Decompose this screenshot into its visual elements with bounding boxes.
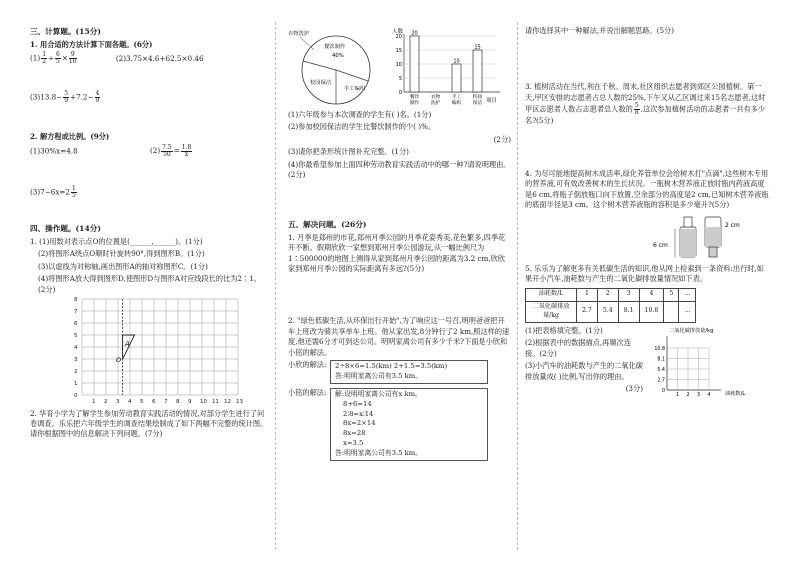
solution-label: 小欣的解法: [288,360,327,370]
x-tick-label: 校园 [472,95,483,100]
x-tick-label: 餐饮 [409,95,420,100]
grid-x-label: 3 [116,399,120,406]
grid-x-label: 13 [236,399,243,406]
column-right [525,26,770,402]
y-tick-label: 10.8 [654,346,665,352]
question: (4)将图形A放大得到图形D,使图形D与图形A对应线段长的比为2∶1。(2分) [38,274,261,294]
x-tick-label: 4 [707,392,711,398]
problem-2: 2. "绿色低碳生活,从环保出行开始",为了响应这一号召,明明爸爸把开车上班改为骑共享单车上班。他从家出发,8分钟行了2 km,照这样的速度,他还需6分才可到达公司。明明家离公司有多少千米?下面是小欣和小铭的解法。 [288,316,510,357]
y-tick-label: 5 [398,76,402,82]
grid-x-label: 1 [92,399,96,406]
question: (3)请你把条形统计图补充完整。(1分) [288,147,409,157]
y-tick-label: 5.4 [657,367,665,373]
grid-x-label: 9 [188,399,192,406]
solution-line: 2∶8=x∶14 [343,409,374,418]
bar-data-label: 10 [453,58,460,65]
section-title: 三、计算题。(15分) [30,27,101,36]
y-tick-label: 20 [395,34,402,40]
question: (2)将图形A绕点O顺时针旋转90°,得到图形B。(1分) [38,249,205,259]
calc-item: (1) $\frac{1}{2}$ ÷ $\frac{6}{5}$ × $\frac{9}{10}$ (2)3.75×4.6+62.5×0.46 [30,51,204,66]
solution-line: 解:设明明家离公司有x km。 [335,389,422,398]
pie-label-clean: 校园保洁 [310,80,332,86]
pie-chart [288,26,384,110]
x-tick-label: 保洁 [472,101,483,106]
y-tick-label: 10 [395,62,402,68]
pie-label-cook: 餐饮制作 [324,44,346,50]
coordinate-grid [70,297,270,405]
grid-y-label: 5 [74,333,78,340]
question: (1)六年级参与本次调查的学生有( )名。(1分) [288,110,432,119]
solution-line: 2÷8×6=1.5(km) 2+1.5=3.5(km) [335,362,448,371]
points: (2分) [493,134,511,144]
y-tick-label: 8.1 [657,357,665,363]
label: (1) [30,53,41,63]
question: 2. 解方程或比例。(9分) [30,132,110,142]
equation-3: (3)7−6x=2 $\frac{1}{5}$ [30,184,76,199]
grid-x-label: 5 [140,399,144,406]
grid-y-label: 6 [74,321,78,328]
bar [452,64,461,92]
grid-y-label: 8 [74,297,78,304]
problem-1: 1. 月季是郑州的市花,郑州月季公园的月季花姿秀美,花色繁多,四季花开不断。假期欣欣一家想到郑州月季公园游玩,从一幅比例尺为1∶500000的地图上测得从家到郑州月季公园的距离为3.2 cm,欣欣家到郑州月季公园的实际距离有多远?(5分) [288,232,506,273]
bar [473,50,482,92]
question: (2)参加校园保洁的学生比餐饮制作的少( )%。 [288,122,436,132]
graph-xlabel: 油耗数/L [725,390,746,397]
column-left [30,26,268,442]
pie-pct-cook: 40% [332,53,344,59]
bottle-height-2: 2 cm [725,221,740,229]
point-o-label: O [116,356,122,365]
problem-4: 4. 为尽可能地提高树木成活率,绿化养管单位会给树木打"点滴",这些树木专用的营养液,可有效改善树木的生长状况。一瓶树木营养液正放时瓶内药液高度是6 cm,将瓶子倒放瓶口向下放置,空余部分的高度是2 cm,已知树木营养液瓶的底面半径是3 cm。这个树木营养液瓶的容积是多少毫升?(5分) [525,168,769,210]
line-graph-grid [643,326,763,402]
question: (3)以虚线为对称轴,画出图形A的轴对称图形C。(1分) [38,261,208,271]
grid-y-label: 2 [74,369,78,376]
grid-y-label: 0 [74,393,78,400]
column-middle [288,26,511,461]
x-tick-label: 编织 [451,101,462,106]
equation-row [30,145,268,158]
shape-a-label: A [125,340,130,349]
solution-label: 小铭的解法: [288,387,327,397]
x-tick-label: 洗护 [430,101,441,106]
equation-2: (2) $\frac{7.5}{50}$ = $\frac{1.8}{x}$ [149,143,192,158]
problem-5: 5. 乐乐为了解更多有关低碳生活的知识,他从网上检索到一条资料:出行时,如果开小汽车,油耗数与产生的二氧化碳排放量情况如下表。 [525,263,764,284]
grid-y-label: 7 [74,309,78,316]
question: (1)把表格填完整。(1分) [525,325,603,335]
solution-line: 8x=28 [343,429,366,438]
bar-chart [390,26,508,110]
data-table: 油耗数/L 1 2 3 4 5 … 二氧化碳排放量/kg 2.7 5.4 8.1 10.8 … [525,288,696,323]
column-divider [517,22,518,550]
grid-x-label: 8 [176,399,180,406]
y-tick-label: 0 [398,90,402,96]
grid-x-label: 4 [128,399,132,406]
question: (3)小汽车的油耗数与产生的二氧化碳排放量成( )比例,写出你的理由。 [525,361,643,381]
grid-y-label: 3 [74,357,78,364]
grid-x-label: 11 [212,399,219,406]
column-divider [275,22,276,550]
question: 1. (1)用数对表示点O的位置是(______,______)。(1分) [30,236,203,246]
y-tick-label: 2.7 [657,378,665,384]
fraction: $\frac{9}{10}$ [68,51,77,66]
fraction: $\frac{1}{2}$ [42,51,47,66]
grid-x-label: 7 [164,399,168,406]
table-header: 二氧化碳排放量/kg [526,301,577,322]
section-title: 五、解决问题。(26分) [288,219,367,229]
y-tick-label: 0 [661,388,665,394]
section-title: 四、操作题。(14分) [30,223,101,233]
x-tick-label: 制作 [409,101,420,106]
y-tick-label: 15 [395,48,402,54]
solution-line: 答:明明家离公司有3.5 km。 [335,371,422,380]
question: (4)你最希望参加上面四种劳动教育实践活动中的哪一种?请说明理由。(2分) [288,159,511,180]
grid-y-label: 4 [74,345,78,352]
question: 请你选择其中一种解法,并说出解题思路。(5分) [525,26,675,35]
equation-1: (1)30%x=4.8 [30,146,78,156]
solution-line: 8+6=14 [343,399,372,408]
x-tick-label: 衣物 [430,95,441,100]
solution-line: 8x=2×14 [343,419,376,428]
bar-ylabel: 人数 [392,29,404,35]
grid-x-label: 12 [224,399,231,406]
pie-label-laundry: 衣物洗护 [288,31,310,37]
calc-item-2: (2)3.75×4.6+62.5×0.46 [115,53,204,63]
grid-x-label: 6 [152,399,156,406]
x-tick-label: 3 [696,392,701,398]
table-header: 油耗数/L [526,288,577,301]
points: (3分) [625,383,643,393]
x-tick-label: 1 [675,392,680,398]
bottle-diagram [525,213,770,261]
x-tick-label: 手工 [451,95,462,100]
grid-x-label: 10 [200,399,207,406]
bar-data-label: 15 [474,44,481,51]
bar-data-label: 20 [411,30,418,37]
fraction: $\frac{6}{5}$ [56,51,60,66]
bar-xlabel: 项目 [486,98,498,104]
question: 2. 华育小学为了解学生参加劳动教育实践活动的情况,对部分学生进行了问卷调查。乐乐把六年级学生的调查结果绘制成了如下两幅不完整的统计图。请你根据图中的信息解决下列问题。(7分) [30,408,268,439]
calc-item-3: (3)13.8− $\frac{5}{9}$ +7.2− $\frac{4}{9}$ [30,90,100,105]
graph-ylabel: 二氧化碳排放量/kg [669,327,714,334]
question: 1. 用合适的方法计算下面各题。(6分) [30,40,153,49]
solution-line: x=3.5 [343,439,364,448]
pie-label-craft: 手工编织 [344,86,366,92]
problem-3: 3. 植树活动在当代,利在千秋。周末,社区组织志愿者到郊区公园植树。第一天,甲区安排的志愿者占总人数的25%,下午又从乙区调过来15名志愿者,这时甲区志愿者人数占志愿者总人数的 $\frac{5}{8}$ ,这次参加植树活动的志愿者一共有多少名?(5分) [525,82,766,126]
grid-y-label: 1 [74,381,78,388]
bottle-height-1: 6 cm [653,241,668,249]
grid-x-label: 2 [104,399,108,406]
solution-line: 答:明明家离公司有3.5 km。 [335,448,422,457]
question: (2)根据表中的数据描点,再顺次连接。(2分) [525,338,631,358]
bar [410,36,419,92]
x-tick-label: 2 [686,392,690,398]
